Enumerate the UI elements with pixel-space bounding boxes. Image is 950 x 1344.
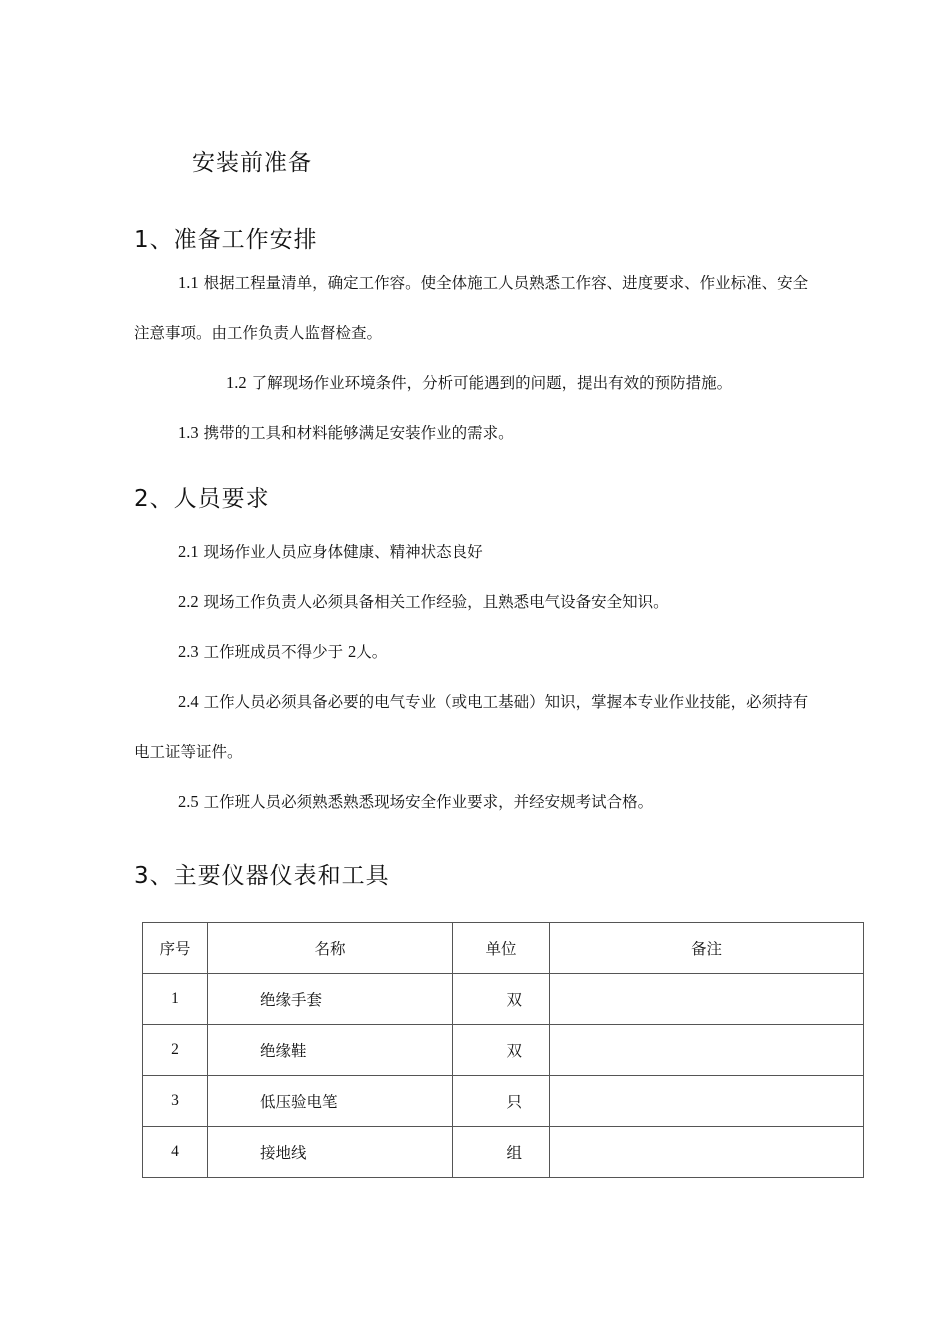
section-3-heading: 3、主要仪器仪表和工具 bbox=[134, 863, 390, 889]
item-1-1-text: 根据工程量清单，确定工作容。使全体施工人员熟悉工作容、进度要求、作业标准、安全 bbox=[203, 274, 809, 292]
item-2-1 bbox=[178, 542, 483, 562]
item-1-1-number: 1.1 bbox=[178, 273, 199, 292]
header-name: 名称 bbox=[208, 923, 453, 974]
tools-table bbox=[142, 922, 864, 1178]
row-name: 绝缘手套 bbox=[208, 974, 453, 1025]
row-unit: 双 bbox=[453, 974, 550, 1025]
item-2-2-number: 2.2 bbox=[178, 592, 199, 611]
item-2-3-number: 2.3 bbox=[178, 642, 199, 661]
item-1-2 bbox=[226, 373, 732, 393]
item-1-2-text: 了解现场作业环境条件，分析可能遇到的问题，提出有效的预防措施。 bbox=[251, 374, 733, 392]
item-2-5-text: 工作班人员必须熟悉熟悉现场安全作业要求，并经安规考试合格。 bbox=[203, 793, 654, 811]
row-note bbox=[550, 1076, 864, 1127]
item-2-4-continuation: 电工证等证件。 bbox=[134, 743, 243, 761]
item-2-3-count: 2 bbox=[348, 642, 357, 661]
row-no: 3 bbox=[143, 1076, 208, 1127]
item-2-5-number: 2.5 bbox=[178, 792, 199, 811]
table-row bbox=[143, 974, 864, 1025]
row-unit: 只 bbox=[453, 1076, 550, 1127]
row-note bbox=[550, 974, 864, 1025]
row-note bbox=[550, 1025, 864, 1076]
item-2-3-text: 工作班成员不得少于 bbox=[203, 643, 344, 661]
document-title: 安装前准备 bbox=[192, 150, 312, 176]
section-2-heading: 2、人员要求 bbox=[134, 486, 270, 512]
row-unit: 双 bbox=[453, 1025, 550, 1076]
row-name: 绝缘鞋 bbox=[208, 1025, 453, 1076]
row-unit: 组 bbox=[453, 1127, 550, 1178]
row-no: 2 bbox=[143, 1025, 208, 1076]
item-2-4-number: 2.4 bbox=[178, 692, 199, 711]
item-1-3 bbox=[178, 423, 514, 443]
item-1-1-continuation: 注意事项。由工作负责人监督检查。 bbox=[134, 324, 383, 342]
item-1-3-number: 1.3 bbox=[178, 423, 199, 442]
item-2-2-text: 现场工作负责人必须具备相关工作经验，且熟悉电气设备安全知识。 bbox=[203, 593, 669, 611]
header-note: 备注 bbox=[550, 923, 864, 974]
table-row bbox=[143, 1127, 864, 1178]
row-name: 低压验电笔 bbox=[208, 1076, 453, 1127]
table-row bbox=[143, 1025, 864, 1076]
row-note bbox=[550, 1127, 864, 1178]
item-2-1-text: 现场作业人员应身体健康、精神状态良好 bbox=[203, 543, 483, 561]
row-no: 1 bbox=[143, 974, 208, 1025]
row-name: 接地线 bbox=[208, 1127, 453, 1178]
header-no: 序号 bbox=[143, 923, 208, 974]
row-no: 4 bbox=[143, 1127, 208, 1178]
table-row bbox=[143, 1076, 864, 1127]
item-2-4 bbox=[178, 692, 808, 712]
item-2-3 bbox=[178, 642, 387, 662]
item-2-4-text: 工作人员必须具备必要的电气专业（或电工基础）知识，掌握本专业作业技能，必须持有 bbox=[203, 693, 809, 711]
section-1-heading: 1、准备工作安排 bbox=[134, 227, 318, 253]
item-1-1 bbox=[178, 273, 808, 293]
header-unit: 单位 bbox=[453, 923, 550, 974]
table-header-row bbox=[143, 923, 864, 974]
item-1-2-number: 1.2 bbox=[226, 373, 247, 392]
item-2-1-number: 2.1 bbox=[178, 542, 199, 561]
item-2-3-text-end: 人。 bbox=[356, 643, 388, 661]
item-2-2 bbox=[178, 592, 669, 612]
item-1-3-text: 携带的工具和材料能够满足安装作业的需求。 bbox=[203, 424, 514, 442]
item-2-5 bbox=[178, 792, 653, 812]
